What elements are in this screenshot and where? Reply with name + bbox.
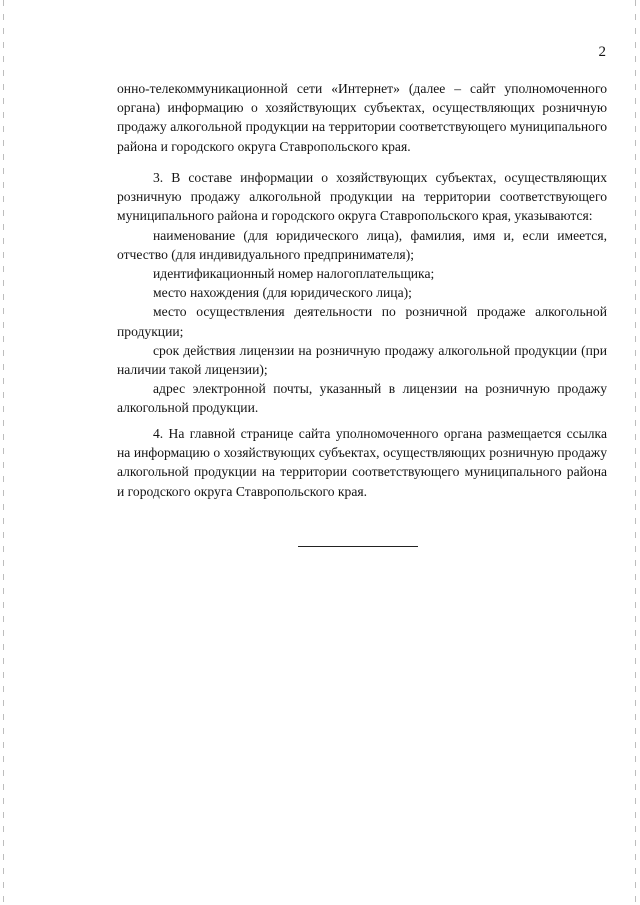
section-4: [117, 424, 607, 501]
paragraph-text: онно-телекоммуникационной сети «Интернет» (далее – сайт уполномоченного органа) информацию о хозяйствующих субъектах, осуществляющих розничную продажу алкогольной продукции на территории соответствующего муниципального района и городского округа Ставропольского края.: [117, 81, 607, 154]
scan-edge-left: [3, 0, 4, 905]
section-3-intro: 3. В составе информации о хозяйствующих субъектах, осуществляющих розничную продажу алкогольной продукции на территории соответствующего муниципального района и городского округа Ставропольского края, указываются:: [117, 170, 607, 224]
list-item-activity-place: место осуществления деятельности по розничной продаже алкогольной продукции;: [117, 304, 607, 339]
list-item-inn: идентификационный номер налогоплательщика;: [153, 266, 435, 282]
list-item-license-term: срок действия лицензии на розничную продажу алкогольной продукции (при наличии такой лицензии);: [117, 342, 607, 378]
end-divider: [298, 546, 418, 547]
continued-paragraph: [117, 79, 607, 156]
scan-edge-right: [635, 0, 636, 905]
page-number: 2: [598, 44, 606, 60]
section-3: [117, 168, 607, 418]
list-item-location: место нахождения (для юридического лица);: [153, 285, 412, 301]
list-item-name: наименование (для юридического лица), фамилия, имя и, если имеется, отчество (для индивидуального предпринимателя);: [117, 227, 607, 262]
list-item-email: адрес электронной почты, указанный в лицензии на розничную продажу алкогольной продукции.: [117, 381, 607, 416]
section-4-text: 4. На главной странице сайта уполномоченного органа размещается ссылка на информацию о хозяйствующих субъектах, осуществляющих розничную продажу алкогольной продукции на территории соответствующего муниципального района и городского округа Ставропольского края.: [117, 426, 607, 499]
